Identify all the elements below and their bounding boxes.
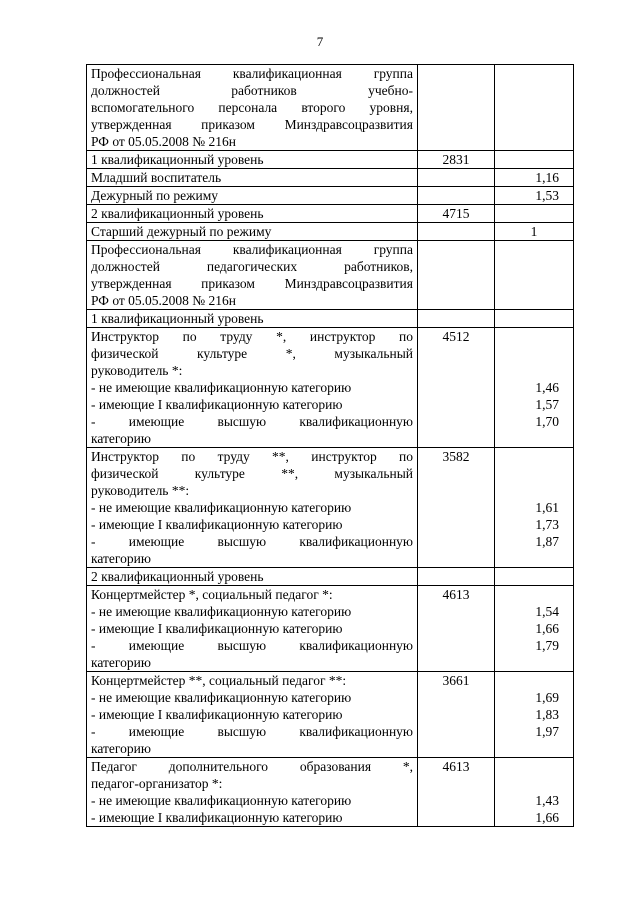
position-line: категорию [91,551,151,566]
salary-cell: 4613 [418,586,495,672]
salary-cell [418,568,495,586]
position-line: должностей работников учебно- [91,83,413,98]
coefficient-value: 1,43 [535,793,559,808]
coefficient-value: 1,73 [535,517,559,532]
coefficient-cell [495,223,574,241]
coefficient-value: 1,54 [535,604,559,619]
position-cell [87,169,418,187]
coefficient-value: 1,46 [535,380,559,395]
coefficient-value [499,586,559,603]
salary-cell: 4613 [418,758,495,827]
position-line: 1 квалификационный уровень [91,311,264,326]
position-cell [87,241,418,310]
coefficient-cell [495,205,574,223]
position-line: педагог-организатор *: [91,776,223,791]
qualification-table [86,64,574,827]
table-row [87,151,574,169]
coefficient-value [499,775,559,792]
position-line: РФ от 05.05.2008 № 216н [91,134,237,149]
coefficient-value: 1,70 [535,414,559,429]
salary-cell: 2831 [418,151,495,169]
position-line: - имеющие I квалификационную категорию [91,517,343,532]
table-row [87,568,574,586]
position-line: - не имеющие квалификационную категорию [91,690,352,705]
position-line: 2 квалификационный уровень [91,569,264,584]
coefficient-value [499,672,559,689]
coefficient-value: 1,57 [535,397,559,412]
position-line: руководитель **: [91,483,190,498]
position-line: Младший воспитатель [91,170,222,185]
position-line: руководитель *: [91,363,183,378]
position-line: Инструктор по труду *, инструктор по [91,329,413,344]
position-cell [87,65,418,151]
position-line: категорию [91,741,151,756]
salary-cell [418,310,495,328]
table-row [87,169,574,187]
position-cell [87,586,418,672]
position-line: должностей педагогических работников, [91,259,413,274]
page-number: 7 [316,34,324,49]
position-line: вспомогательного персонала второго уровня, [91,100,413,115]
coefficient-value [499,345,559,362]
position-line: физической культуре **, музыкальный [91,466,413,481]
position-line: Старший дежурный по режиму [91,224,272,239]
coefficient-value: 1,53 [535,188,559,203]
position-line: физической культуре *, музыкальный [91,346,413,361]
position-cell [87,151,418,169]
coefficient-cell [495,310,574,328]
position-line: - имеющие высшую квалификационную [91,638,413,653]
coefficient-cell [495,169,574,187]
position-cell [87,328,418,448]
table-row [87,586,574,672]
position-line: утвержденная приказом Минздравсоцразвития [91,117,413,132]
position-line: 1 квалификационный уровень [91,152,264,167]
coefficient-cell [495,151,574,169]
position-line: РФ от 05.05.2008 № 216н [91,293,237,308]
position-line: категорию [91,655,151,670]
table-row [87,241,574,310]
table-row [87,448,574,568]
salary-cell: 4715 [418,205,495,223]
position-cell [87,672,418,758]
coefficient-value [499,465,559,482]
coefficient-cell [495,758,574,827]
table-row [87,310,574,328]
table-row [87,758,574,827]
position-cell [87,568,418,586]
position-line: - имеющие I квалификационную категорию [91,707,343,722]
position-line: - имеющие I квалификационную категорию [91,621,343,636]
coefficient-cell [495,328,574,448]
coefficient-value: 1 [530,224,538,239]
table-row [87,205,574,223]
position-line: Дежурный по режиму [91,188,219,203]
position-cell [87,223,418,241]
salary-cell: 3582 [418,448,495,568]
position-line: - имеющие высшую квалификационную [91,724,413,739]
coefficient-value: 1,16 [535,170,559,185]
position-line: утвержденная приказом Минздравсоцразвития [91,276,413,291]
position-line: - имеющие I квалификационную категорию [91,810,343,825]
position-cell [87,205,418,223]
position-line: Профессиональная квалификационная группа [91,66,413,81]
position-line: - не имеющие квалификационную категорию [91,380,352,395]
position-cell [87,448,418,568]
table-row [87,65,574,151]
coefficient-value [499,362,559,379]
coefficient-value: 1,87 [535,534,559,549]
coefficient-cell [495,448,574,568]
coefficient-value: 1,97 [535,724,559,739]
position-line: категорию [91,431,151,446]
position-line: Концертмейстер *, социальный педагог *: [91,587,333,602]
coefficient-value: 1,79 [535,638,559,653]
position-line: - не имеющие квалификационную категорию [91,793,352,808]
salary-cell [418,169,495,187]
salary-cell [418,65,495,151]
position-line: Концертмейстер **, социальный педагог **: [91,673,347,688]
position-line: - имеющие I квалификационную категорию [91,397,343,412]
table-body [87,65,574,827]
position-line: - имеющие высшую квалификационную [91,534,413,549]
salary-cell [418,187,495,205]
table-row [87,672,574,758]
coefficient-value [499,448,559,465]
coefficient-value [499,328,559,345]
position-cell [87,310,418,328]
position-line: Инструктор по труду **, инструктор по [91,449,413,464]
salary-cell: 3661 [418,672,495,758]
coefficient-value: 1,61 [535,500,559,515]
table-row [87,328,574,448]
salary-cell [418,241,495,310]
position-line: Педагог дополнительного образования *, [91,759,413,774]
coefficient-cell [495,586,574,672]
coefficient-value [499,758,559,775]
table-row [87,187,574,205]
position-line: 2 квалификационный уровень [91,206,264,221]
coefficient-cell [495,187,574,205]
coefficient-cell [495,568,574,586]
position-cell [87,758,418,827]
coefficient-value: 1,83 [535,707,559,722]
coefficient-cell [495,241,574,310]
salary-cell: 4512 [418,328,495,448]
position-line: - имеющие высшую квалификационную [91,414,413,429]
position-line: - не имеющие квалификационную категорию [91,604,352,619]
salary-cell [418,223,495,241]
table-row [87,223,574,241]
coefficient-cell [495,65,574,151]
coefficient-value [499,482,559,499]
coefficient-value: 1,69 [535,690,559,705]
coefficient-value: 1,66 [535,810,559,825]
position-cell [87,187,418,205]
coefficient-cell [495,672,574,758]
position-line: - не имеющие квалификационную категорию [91,500,352,515]
position-line: Профессиональная квалификационная группа [91,242,413,257]
coefficient-value: 1,66 [535,621,559,636]
